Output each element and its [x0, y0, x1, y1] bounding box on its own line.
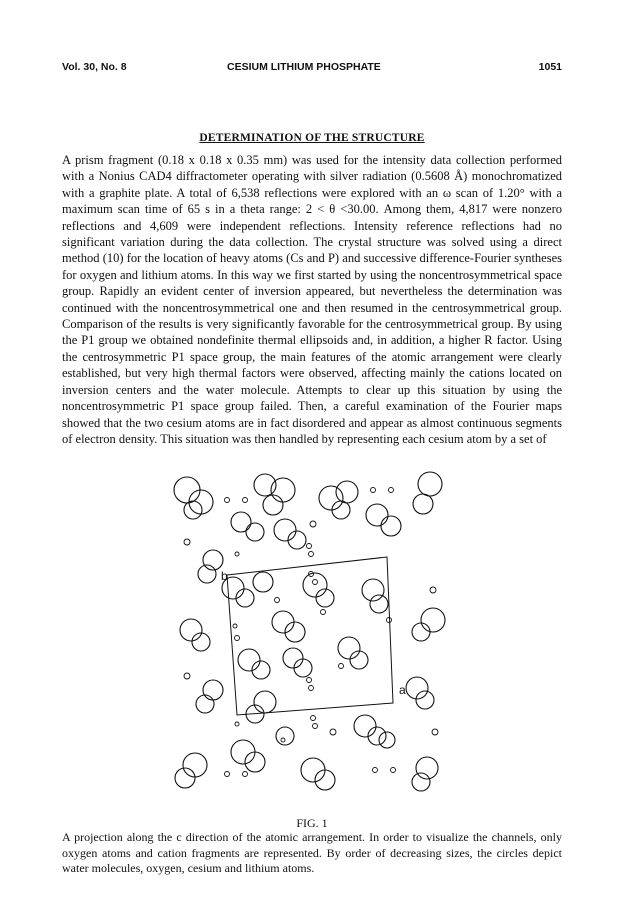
figure-label: FIG. 1 [296, 816, 328, 830]
running-title: CESIUM LITHIUM PHOSPHATE [227, 61, 381, 73]
journal-volume: Vol. 30, No. 8 [62, 61, 127, 73]
figure-caption: A projection along the c direction of the atomic arrangement. In order to visualize the channels, only oxygen atoms and cation fragments are represented. By order of decreasing sizes, the circles depict water molecules, oxygen, cesium and lithium atoms. [62, 830, 562, 875]
axis-label-a: a [399, 683, 406, 697]
axis-label-b: b [221, 569, 228, 583]
running-header [62, 61, 562, 77]
crystal-structure-figure [165, 470, 465, 800]
page-number: 1051 [538, 61, 562, 73]
large-atom-clusters [174, 472, 445, 791]
body-paragraph: A prism fragment (0.18 x 0.18 x 0.35 mm) was used for the intensity data collection performed with a Nonius CAD4 diffractometer operating with silver radiation (0.5608 Å) monochromatized with a graphite plate. A total of 6,538 reflections were explored with an ω scan of 1.20° with a maximum scan time of 65 s in a theta range: 2 < θ <30.00. Among them, 4,817 were nonzero reflections and 4,609 were independent reflections. Intensity reference reflections had no significant variation during the data collection. The crystal structure was solved using a direct method (10) for the location of heavy atoms (Cs and P) and successive difference-Fourier syntheses for oxygen and lithium atoms. In this way we first started by using the noncentrosymmetrical space group. Rapidly an evident center of inversion appeared, but nevertheless the determination was continued with the noncentrosymmetrical one and then resumed in the centrosymmetrical group. Comparison of the results is very significantly favorable for the centrosymmetrical group. By using the P1 group we obtained nondefinite thermal ellipsoids and, in addition, a higher R factor. Using the centrosymmetric P1 space group, the main features of the atomic arrangement were clearly established, but very high thermal factors were observed, affecting mainly the cations located on inversion centers and the water molecule. Attempts to clear up this situation by using the noncentrosymmetric P1 space group failed. Then, a careful examination of the Fourier maps showed that the two cesium atoms are in fact disordered and appear as almost continuous segments of electron density. This situation was then handled by representing each cesium atom by a set of [62, 153, 562, 446]
section-heading: DETERMINATION OF THE STRUCTURE [199, 132, 425, 144]
atomic-arrangement-drawing [165, 470, 465, 800]
